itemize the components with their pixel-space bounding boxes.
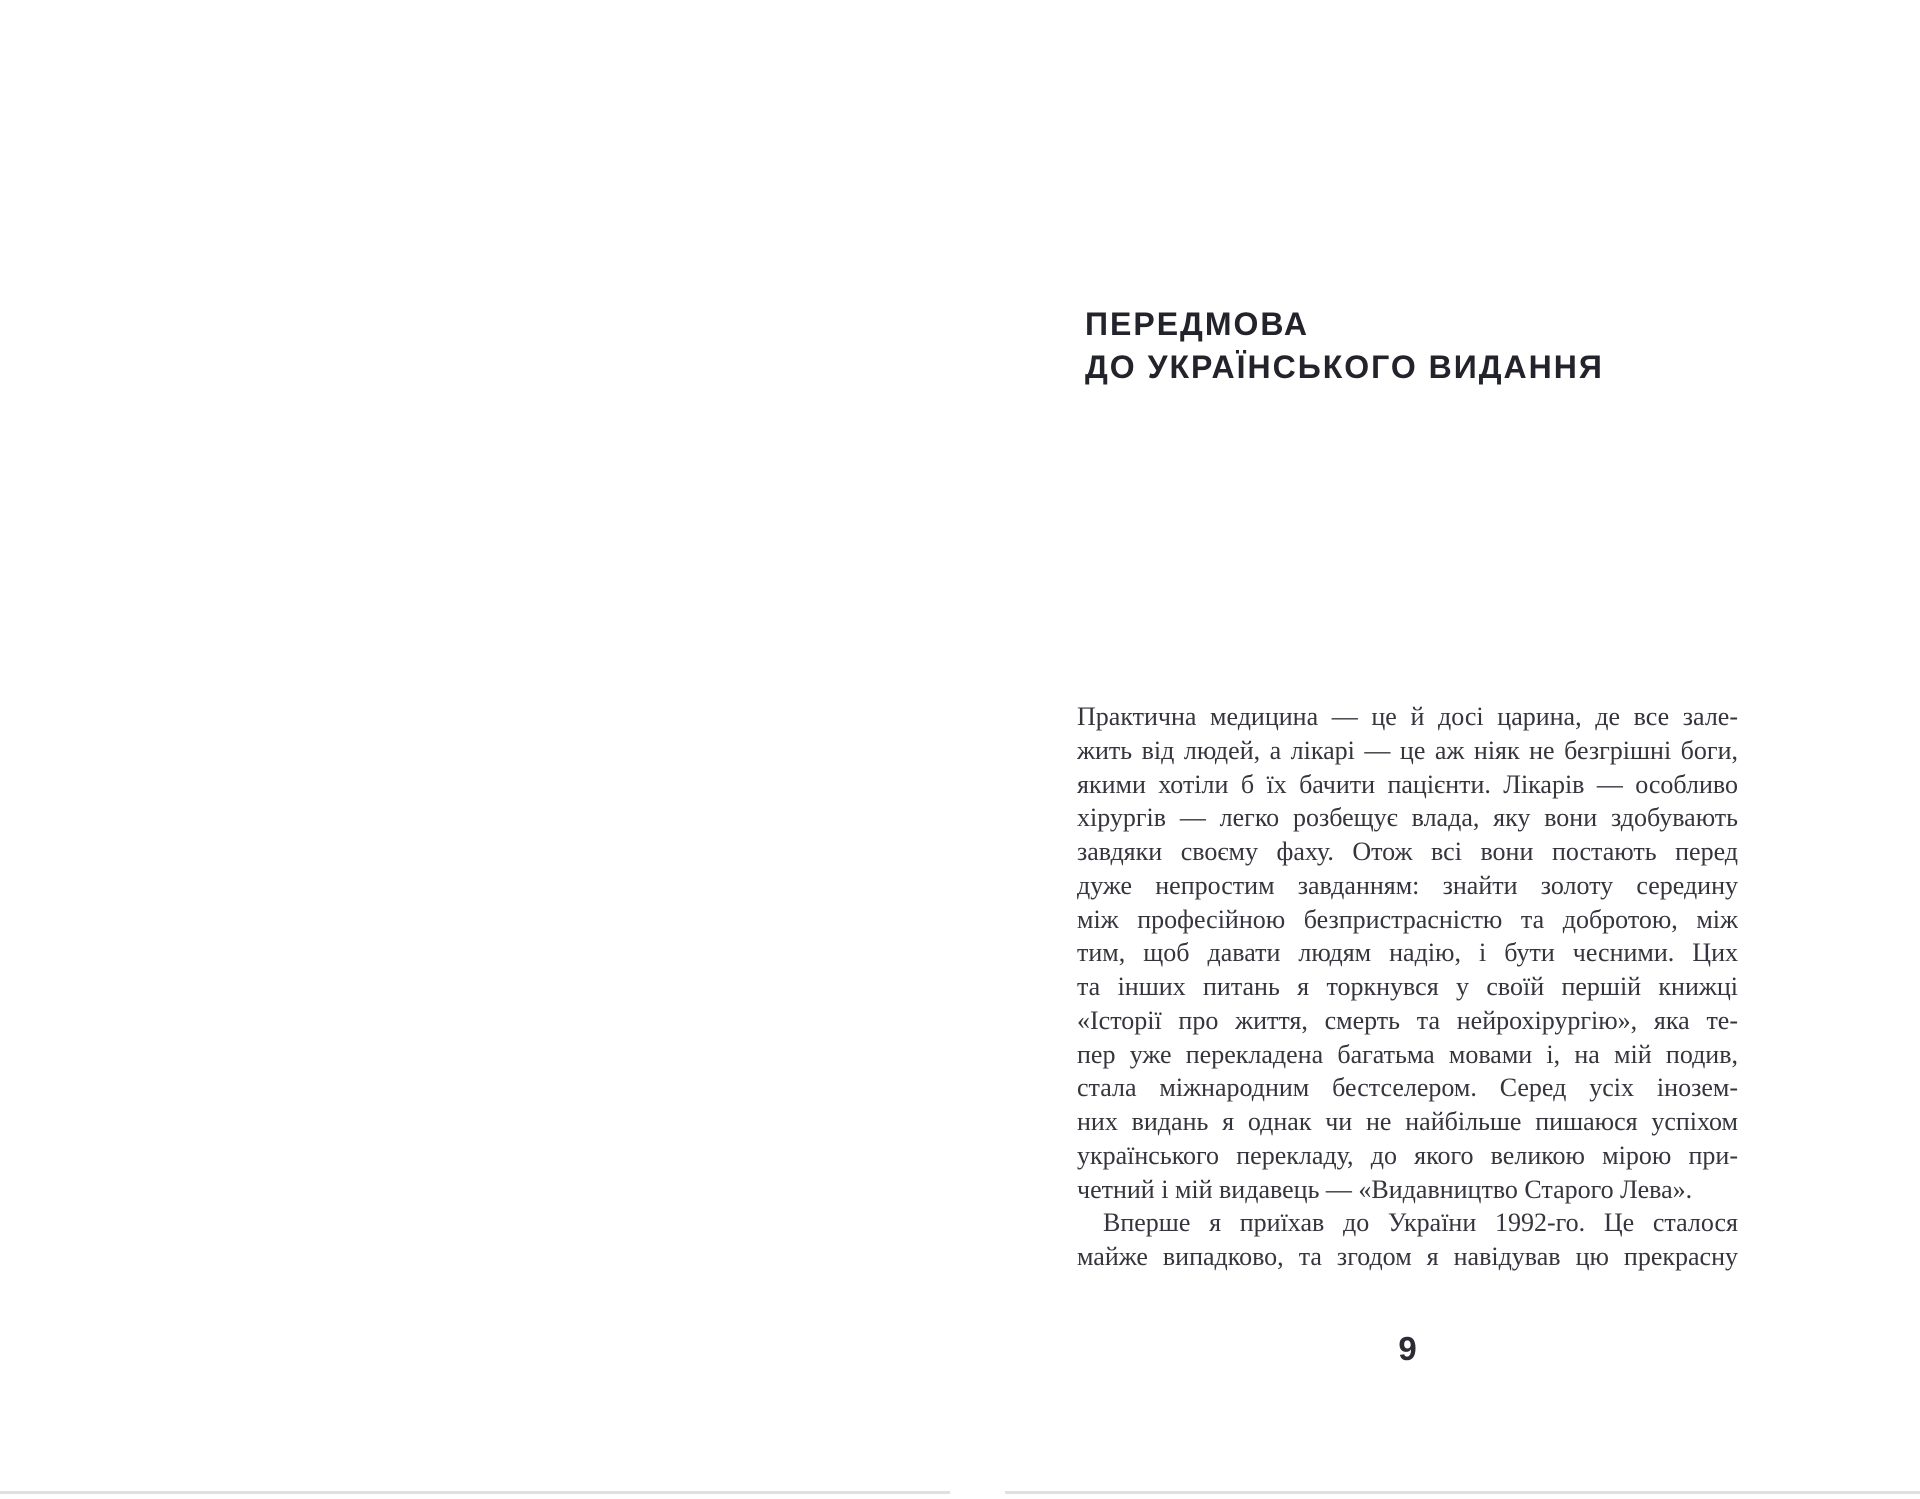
text-line: між професійною безпристрасністю та добротою, між [1077,904,1738,934]
text-line: та інших питань я торкнувся у своїй першій книжці [1077,972,1738,1001]
body-text [1077,700,1738,1274]
page-number: 9 [1398,1330,1417,1367]
text-line: жить від людей, а лікарі — це аж ніяк не безгрішні боги, [1077,735,1738,765]
text-line: якими хотіли б їх бачити пацієнти. Лікарів — особливо [1077,769,1738,799]
text-line: четний і мій видавець — «Видавництво Старого Лева». [1077,1174,1693,1204]
text-line: Вперше я приїхав до України 1992-го. Це сталося [1103,1208,1738,1238]
text-line: «Історії про життя, смерть та нейрохірургію», яка те- [1077,1005,1738,1035]
chapter-heading [1085,303,1604,389]
text-line: українського перекладу, до якого великою мірою при- [1077,1140,1738,1170]
text-line: дуже непростим завданням: знайти золоту середину [1077,870,1738,900]
text-line: Практична медицина — це й досі царина, де все зале- [1077,702,1738,731]
text-line: майже випадково, та згодом я навідував цю прекрасну [1077,1242,1738,1271]
page-bottom-edge-right [1005,1491,1920,1494]
chapter-heading-line-2: ДО УКРАЇНСЬКОГО ВИДАННЯ [1085,349,1604,385]
text-line: них видань я однак чи не найбільше пишаюся успіхом [1077,1107,1738,1136]
text-line: стала міжнародним бестселером. Серед усіх інозем- [1077,1073,1738,1103]
text-line: хірургів — легко розбещує влада, яку вони здобувають [1077,803,1738,833]
text-line: пер уже перекладена багатьма мовами і, на мій подив, [1077,1039,1738,1069]
chapter-heading-line-1: ПЕРЕДМОВА [1085,306,1309,342]
page-bottom-edge-left [0,1491,950,1494]
text-line: завдяки своєму фаху. Отож всі вони постають перед [1077,837,1738,866]
text-line: тим, щоб давати людям надію, і бути чесними. Цих [1077,938,1738,968]
